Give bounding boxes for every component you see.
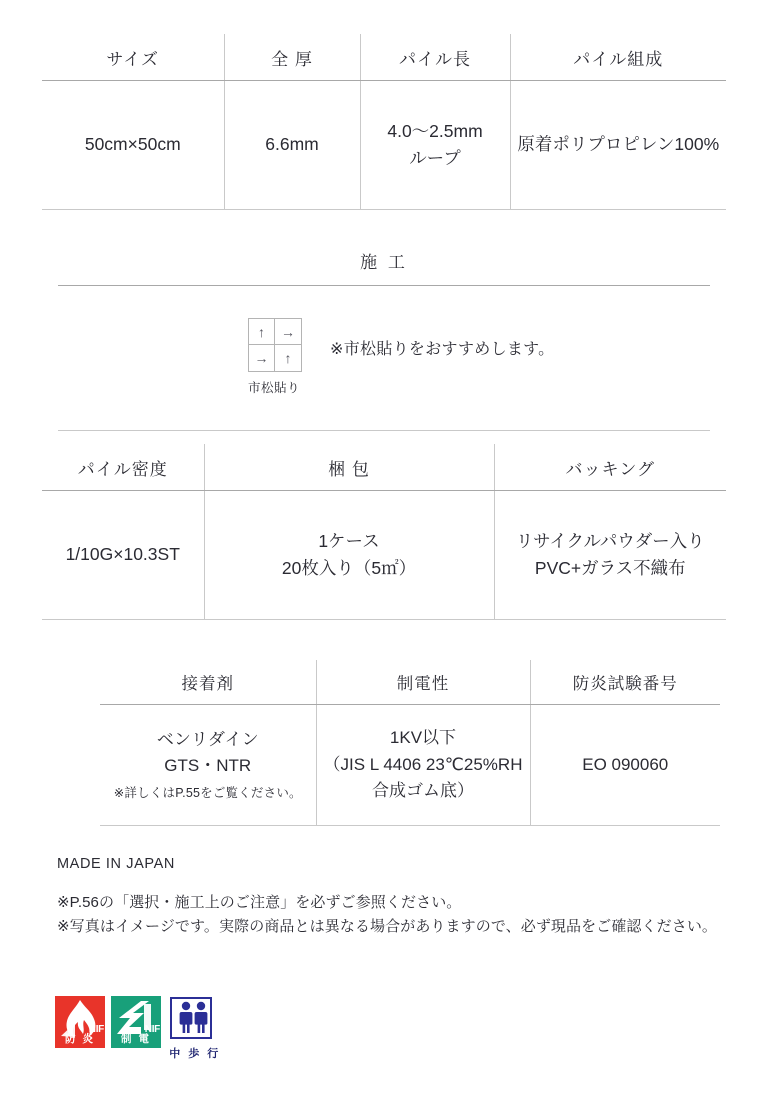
nif-mark: NIF: [144, 1024, 160, 1035]
table-header-row: [42, 444, 726, 491]
column-header-backing: バッキング: [494, 444, 726, 491]
column-header-antistatic: 制電性: [316, 660, 530, 705]
packaging-spec-table: [42, 444, 726, 620]
cell-pile-density: 1/10G×10.3ST: [65, 544, 180, 565]
made-in-japan-label: MADE IN JAPAN: [57, 856, 175, 872]
footer-note-2: ※写真はイメージです。実際の商品とは異なる場合がありますので、必ず現品をご確認ください。: [57, 918, 718, 936]
badge-label: 制 電: [121, 1033, 151, 1045]
additional-spec-table: [100, 660, 720, 826]
badge-label: 防 炎: [65, 1033, 95, 1045]
table-row: [42, 491, 726, 620]
adhesive-note: ※詳しくはP.55をご覧ください。: [113, 785, 302, 800]
badge-label: 中 歩 行: [169, 1048, 221, 1060]
checkerboard-pattern-icon: [248, 318, 302, 372]
table-row: [42, 81, 726, 210]
footer-note-1: ※P.56の「選択・施工上のご注意」を必ずご参照ください。: [57, 894, 462, 911]
column-header-size: サイズ: [42, 34, 224, 81]
badge-box: [167, 996, 223, 1042]
adhesive-line-1: ベンリダイン: [156, 729, 259, 749]
column-header-pile-length: パイル長: [360, 34, 510, 81]
arrow-up-icon: ↑: [249, 319, 275, 345]
nif-mark: NIF: [88, 1024, 104, 1035]
cell-pile-length: 4.0〜2.5mm ループ: [360, 81, 510, 210]
cell-size: 50cm×50cm: [84, 134, 181, 155]
badge-box: [111, 996, 161, 1048]
basic-spec-table: [42, 34, 726, 210]
construction-section: [58, 248, 710, 431]
construction-section-title: 施 工: [58, 248, 710, 286]
badge-antistatic: [111, 996, 161, 1048]
badge-flame-retardant: [55, 996, 105, 1048]
cell-pile-composition: 原着ポリプロピレン100%: [510, 81, 726, 210]
column-header-fire-test-number: 防炎試験番号: [530, 660, 720, 705]
badge-medium-foot-traffic: [167, 996, 223, 1061]
cell-backing: リサイクルパウダー入り PVC+ガラス不織布: [494, 491, 726, 620]
construction-note: ※市松貼りをおすすめします。: [330, 341, 555, 358]
cell-fire-test-number: EO 090060: [530, 705, 720, 826]
column-header-adhesive: 接着剤: [100, 660, 316, 705]
table-header-row: [42, 34, 726, 81]
footer-notes: [57, 856, 747, 940]
arrow-up-icon: ↑: [284, 350, 292, 366]
column-header-pile-composition: パイル組成: [510, 34, 726, 81]
badge-box: [55, 996, 105, 1048]
cell-packing: 1ケース 20枚入り（5㎡）: [204, 491, 494, 620]
construction-body: [58, 286, 710, 431]
pattern-block: [248, 318, 320, 396]
two-pedestrians-icon: [167, 996, 223, 1042]
cell-thickness: 6.6mm: [224, 81, 360, 210]
column-header-packing: 梱 包: [204, 444, 494, 491]
column-header-pile-density: パイル密度: [42, 444, 204, 491]
arrow-right-icon: →: [275, 319, 301, 345]
cell-antistatic: 1KV以下 （JIS L 4406 23℃25%RH 合成ゴム底）: [316, 705, 530, 826]
arrow-right-icon: →: [249, 345, 275, 371]
table-row: [100, 705, 720, 826]
cell-adhesive: [100, 705, 316, 826]
certification-badges: [55, 996, 223, 1061]
table-header-row: [100, 660, 720, 705]
column-header-thickness: 全 厚: [224, 34, 360, 81]
adhesive-line-2: GTS・NTR: [164, 756, 252, 776]
pattern-caption: 市松貼り: [248, 381, 301, 395]
